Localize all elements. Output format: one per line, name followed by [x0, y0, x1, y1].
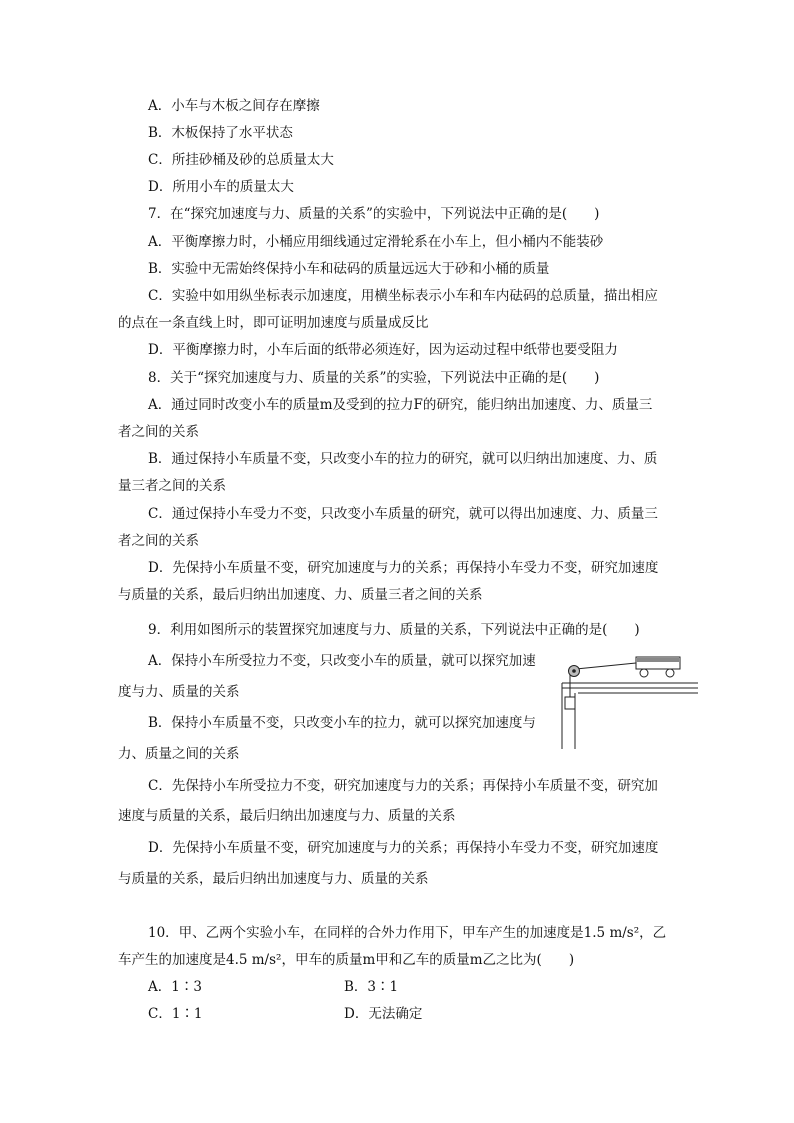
q9-option-a-line2: 度与力、质量的关系 — [118, 684, 240, 700]
q8-option-d-line2: 与质量的关系，最后归纳出加速度、力、质量三者之间的关系 — [118, 587, 483, 603]
q10-option-c: C．1∶1 — [148, 1006, 203, 1022]
pulley-axle — [572, 669, 576, 673]
q7-option-d: D．平衡摩擦力时，小车后面的纸带必须连好，因为运动过程中纸带也要受阻力 — [148, 342, 618, 358]
sand-bucket — [565, 697, 575, 709]
q7-option-c-line1: C．实验中如用纵坐标表示加速度，用横坐标表示小车和车内砝码的总质量，描出相应 — [148, 288, 658, 304]
q9-stem: 9．利用如图所示的装置探究加速度与力、质量的关系，下列说法中正确的是( ) — [148, 622, 640, 638]
q6-option-c: C．所挂砂桶及砂的总质量太大 — [148, 152, 334, 168]
q9-option-a-line1: A．保持小车所受拉力不变，只改变小车的质量，就可以探究加速 — [148, 653, 536, 669]
q9-option-d-line1: D．先保持小车质量不变，研究加速度与力的关系；再保持小车受力不变，研究加速度 — [148, 840, 659, 856]
q9-option-d-line2: 与质量的关系，最后归纳出加速度与力、质量的关系 — [118, 871, 429, 887]
q8-option-a-line1: A．通过同时改变小车的质量m及受到的拉力F的研究，能归纳出加速度、力、质量三 — [148, 397, 653, 413]
q8-stem: 8．关于“探究加速度与力、质量的关系”的实验，下列说法中正确的是( ) — [148, 370, 600, 386]
q6-option-a: A．小车与木板之间存在摩擦 — [148, 98, 320, 114]
q6-option-b: B．木板保持了水平状态 — [148, 125, 293, 141]
q8-option-c-line2: 者之间的关系 — [118, 533, 199, 549]
q9-option-b-line1: B．保持小车质量不变，只改变小车的拉力，就可以探究加速度与 — [148, 715, 536, 731]
q6-option-d: D．所用小车的质量太大 — [148, 179, 294, 195]
q8-option-a-line2: 者之间的关系 — [118, 424, 199, 440]
q7-stem: 7．在“探究加速度与力、质量的关系”的实验中，下列说法中正确的是( ) — [148, 206, 600, 222]
q7-option-a: A．平衡摩擦力时，小桶应用细线通过定滑轮系在小车上，但小桶内不能装砂 — [148, 234, 604, 250]
q7-option-c-line2: 的点在一条直线上时，即可证明加速度与质量成反比 — [118, 315, 429, 331]
q10-option-a: A．1∶3 — [148, 979, 202, 995]
q8-option-b-line1: B．通过保持小车质量不变，只改变小车的拉力的研究，就可以归纳出加速度、力、质 — [148, 451, 658, 467]
q9-option-b-line2: 力、质量之间的关系 — [118, 746, 240, 762]
q8-option-c-line1: C．通过保持小车受力不变，只改变小车质量的研究，就可以得出加速度、力、质量三 — [148, 506, 658, 522]
q7-option-b: B．实验中无需始终保持小车和砝码的质量远远大于砂和小桶的质量 — [148, 261, 550, 277]
q10-option-b: B．3∶1 — [344, 979, 399, 995]
cart-wheel-rear — [640, 669, 648, 677]
q10-stem-line2: 车产生的加速度是4.5 m/s²，甲车的质量m甲和乙车的质量m乙之比为( ) — [118, 952, 575, 968]
cart-wheel-front — [666, 669, 674, 677]
q8-option-b-line2: 量三者之间的关系 — [118, 478, 226, 494]
cart-top-shade — [637, 658, 679, 662]
q9-option-c-line1: C．先保持小车所受拉力不变，研究加速度与力的关系；再保持小车质量不变，研究加 — [148, 778, 658, 794]
string-horizontal — [576, 663, 636, 669]
q10-stem-line1: 10．甲、乙两个实验小车，在同样的合外力作用下，甲车产生的加速度是1.5 m/s²，乙 — [148, 925, 667, 941]
q9-option-c-line2: 速度与质量的关系，最后归纳出加速度与力、质量的关系 — [118, 808, 456, 824]
cart-pulley-apparatus-figure — [556, 651, 698, 753]
q8-option-d-line1: D．先保持小车质量不变，研究加速度与力的关系；再保持小车受力不变，研究加速度 — [148, 560, 659, 576]
q10-option-d: D．无法确定 — [344, 1006, 423, 1022]
